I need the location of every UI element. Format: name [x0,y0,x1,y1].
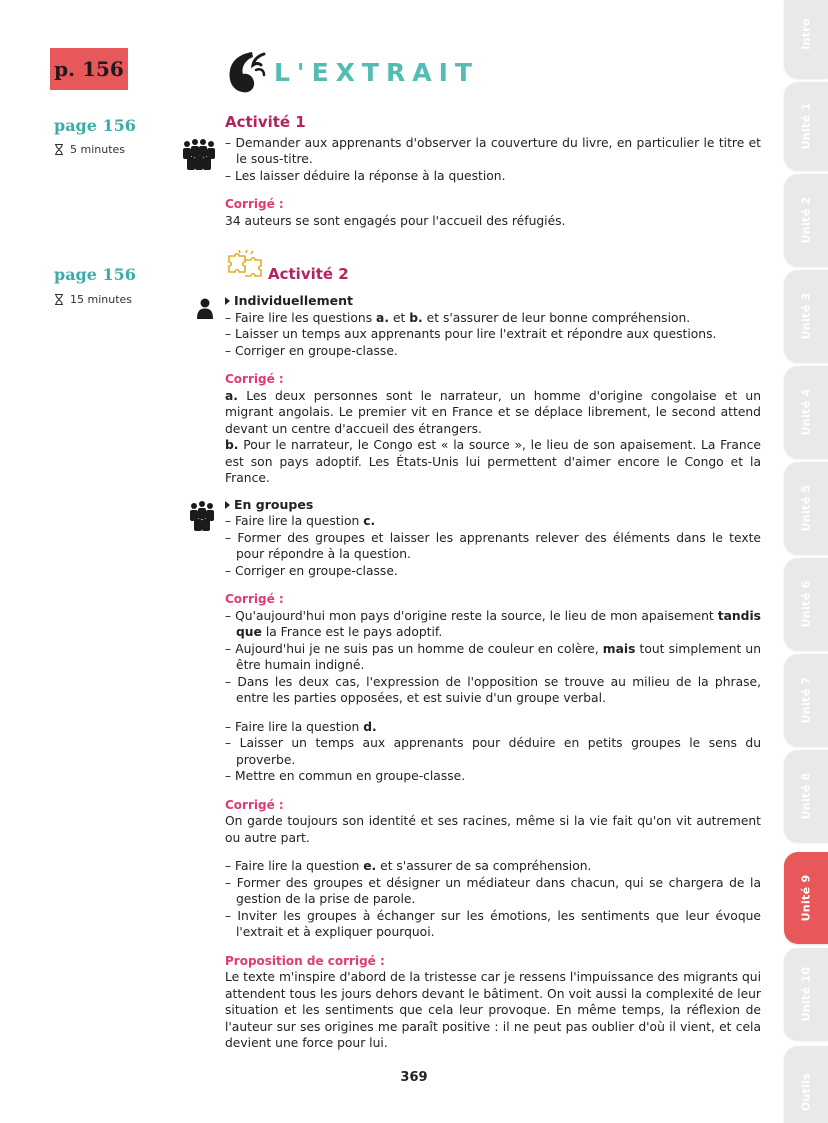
question-d-list [225,719,761,785]
activity-2 [225,248,761,1052]
list-item: – Les laisser déduire la réponse à la question. [225,168,506,183]
activity-2-header [225,248,761,282]
tab-unite-6[interactable]: Unité 6 [784,558,828,650]
person-icon [196,298,214,320]
hourglass-icon [54,294,64,305]
list-item: – Laisser un temps aux apprenants pour lire l'extrait et répondre aux questions. [225,327,717,341]
proposition-label: Proposition de corrigé : [225,953,385,968]
tab-unite-3[interactable]: Unité 3 [784,270,828,362]
list-item: – Aujourd'hui je ne suis pas un homme de couleur en colère, mais tout simplement un être humain indigné. [225,641,761,672]
list-item: – Inviter les groupes à échanger sur les émotions, les sentiments que leur évoque l'extrait et à expliquer pourquoi. [225,908,761,939]
section-header [222,48,479,96]
corrige-text: 34 auteurs se sont engagés pour l'accueil des réfugiés. [225,213,566,228]
page-badge: p. 156 [50,48,128,90]
act2-duration: 15 minutes [54,293,132,306]
hourglass-icon [54,144,64,155]
list-item: – Laisser un temps aux apprenants pour déduire en petits groupes le sens du proverbe. [225,736,761,767]
act1-duration: 5 minutes [54,143,125,156]
tab-unite-10[interactable]: Unité 10 [784,948,828,1040]
list-item: – Qu'aujourd'hui mon pays d'origine reste la source, le lieu de mon apaisement tandis que la France est le pays adoptif. [225,608,761,639]
list-item: – Former des groupes et désigner un médiateur dans chacun, qui se chargera de la gestion de la prise de parole. [225,875,761,906]
corrige-text: On garde toujours son identité et ses racines, même si la vie fait qu'on vit autrement ou autre part. [225,814,761,845]
quote-mark-icon [222,48,268,96]
triangle-bullet-icon [225,501,230,509]
groupes-heading: En groupes [225,497,761,514]
proposition-text: Le texte m'inspire d'abord de la tristesse car je ressens l'impuissance des migrants qui attendent tous les jours dehors devant le bâtiment. On voit aussi la complexité de leur situation et les sentiments que cela leur provoque. En même temps, la réflexion de l'auteur sur ses origines me paraît positive : il ne peut pas oublier d'où il vient, et cela devient une force pour lui. [225,970,761,1050]
list-item: – Faire lire les questions a. et b. et s'assurer de leur bonne compréhension. [225,310,691,325]
individuel-heading: Individuellement [225,293,761,310]
list-item: – Mettre en commun en groupe-classe. [225,769,466,783]
tab-unite-9[interactable]: Unité 9 [784,852,828,944]
activity-1-title: Activité 1 [225,113,306,131]
unit-tabs [784,0,828,1123]
tab-unite-7[interactable]: Unité 7 [784,654,828,746]
tab-outils[interactable]: Outils [784,1046,828,1123]
list-item: – Faire lire la question c. [225,514,376,528]
puzzle-icon [225,248,265,282]
list-item: – Dans les deux cas, l'expression de l'opposition se trouve au milieu de la phrase, entre les parties opposées, et est suivie d'un groupe verbal. [225,674,761,705]
tab-unite-2[interactable]: Unité 2 [784,174,828,266]
list-item: – Former des groupes et laisser les apprenants relever des éléments dans le texte pour répondre à la question. [225,530,761,561]
group-icon [188,500,216,532]
corrige-b: b. Pour le narrateur, le Congo est « la source », le lieu de son apaisement. La France est son pays adoptif. Les États-Unis lui permettent d'aimer encore le Congo et la France. [225,438,761,485]
corrige-label: Corrigé : [225,372,284,386]
corrige-label: Corrigé : [225,797,284,812]
corrige-label: Corrigé : [225,592,284,606]
corrige-a: a. Les deux personnes sont le narrateur, un homme d'origine congolaise et un migrant angolais. Le premier vit en France et se déplace librement, le second attend devant un centre d'accueil des étrangers. [225,388,761,436]
activity-2-title: Activité 2 [268,264,349,283]
activity-1 [225,114,761,229]
page-number: 369 [400,1070,428,1085]
act2-page-ref: page 156 [54,265,136,284]
act1-page-ref: page 156 [54,116,136,135]
list-item: – Demander aux apprenants d'observer la couverture du livre, en particulier le titre et le sous-titre. [225,135,761,166]
list-item: – Faire lire la question d. [225,719,377,734]
corrige-label: Corrigé : [225,197,284,211]
tab-unite-4[interactable]: Unité 4 [784,366,828,458]
triangle-bullet-icon [225,297,230,305]
group-icon [180,138,218,172]
tab-unite-1[interactable]: Unité 1 [784,82,828,170]
tab-unite-5[interactable]: Unité 5 [784,462,828,554]
list-item: – Corriger en groupe-classe. [225,343,398,358]
section-title: L'EXTRAIT [274,57,479,87]
question-e-list [225,858,761,941]
activity-1-list [225,135,761,185]
list-item: – Corriger en groupe-classe. [225,563,398,578]
tab-intro[interactable]: Intro [784,0,828,78]
list-item: – Faire lire la question e. et s'assurer de sa compréhension. [225,859,592,873]
tab-unite-8[interactable]: Unité 8 [784,750,828,842]
